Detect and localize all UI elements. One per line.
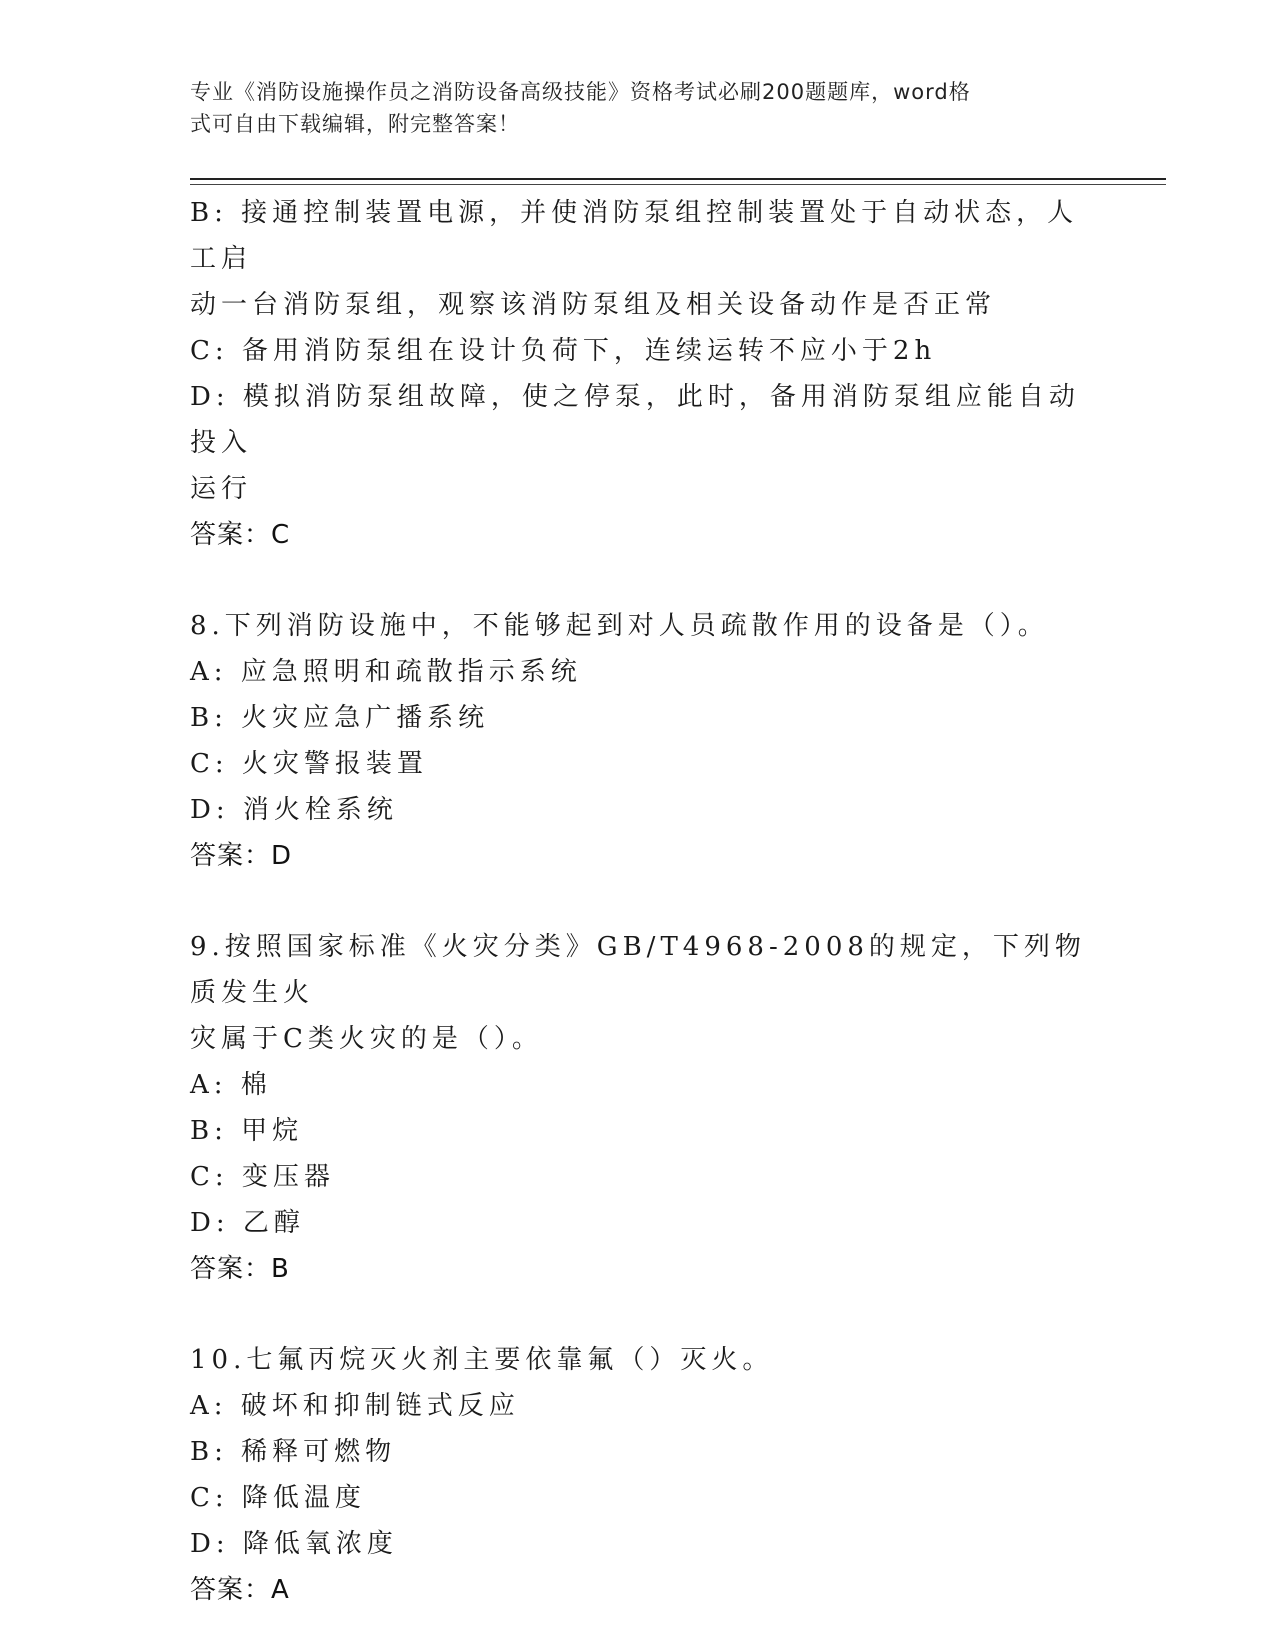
answer-line: 答案：B — [190, 1254, 290, 1284]
question-9 — [190, 924, 1090, 1292]
option-c: C: 备用消防泵组在设计负荷下，连续运转不应小于2h — [190, 336, 937, 366]
header-line-2: 式可自由下载编辑，附完整答案！ — [190, 112, 520, 136]
question-stem: 10.七氟丙烷灭火剂主要依靠氟（）灭火。 — [190, 1345, 774, 1375]
option-d: D: 消火栓系统 — [190, 795, 398, 825]
option-c: C: 降低温度 — [190, 1483, 366, 1513]
document-header — [190, 76, 1090, 140]
header-rule-thin — [190, 184, 1166, 185]
question-content — [190, 190, 1090, 1613]
question-stem: 8.下列消防设施中，不能够起到对人员疏散作用的设备是（）。 — [190, 611, 1049, 641]
option-a: A: 应急照明和疏散指示系统 — [190, 657, 582, 687]
option-b-line-2: 动一台消防泵组，观察该消防泵组及相关设备动作是否正常 — [190, 290, 997, 320]
option-b: B: 稀释可燃物 — [190, 1437, 397, 1467]
option-d: D: 乙醇 — [190, 1208, 305, 1238]
option-b-line-1: B: 接通控制装置电源，并使消防泵组控制装置处于自动状态，人工启 — [190, 198, 1079, 274]
answer-line: 答案：D — [190, 841, 293, 871]
option-c: C: 变压器 — [190, 1162, 335, 1192]
option-c: C: 火灾警报装置 — [190, 749, 428, 779]
option-b: B: 火灾应急广播系统 — [190, 703, 490, 733]
header-rule-thick — [190, 178, 1166, 180]
option-d-line-2: 运行 — [190, 474, 253, 504]
answer-line: 答案：C — [190, 520, 291, 550]
header-line-1: 专业《消防设施操作员之消防设备高级技能》资格考试必刷200题题库，word格 — [190, 80, 971, 104]
question-8 — [190, 603, 1090, 879]
option-d-line-1: D: 模拟消防泵组故障，使之停泵，此时，备用消防泵组应能自动投入 — [190, 382, 1080, 458]
question-7-continued — [190, 190, 1090, 558]
question-stem-line-2: 灾属于C类火灾的是（）。 — [190, 1024, 543, 1054]
option-b: B: 甲烷 — [190, 1116, 304, 1146]
answer-line: 答案：A — [190, 1575, 290, 1605]
question-stem-line-1: 9.按照国家标准《火灾分类》GB/T4968-2008的规定，下列物质发生火 — [190, 932, 1086, 1008]
question-10 — [190, 1337, 1090, 1613]
option-a: A: 破坏和抑制链式反应 — [190, 1391, 520, 1421]
option-a: A: 棉 — [190, 1070, 272, 1100]
option-d: D: 降低氧浓度 — [190, 1529, 398, 1559]
